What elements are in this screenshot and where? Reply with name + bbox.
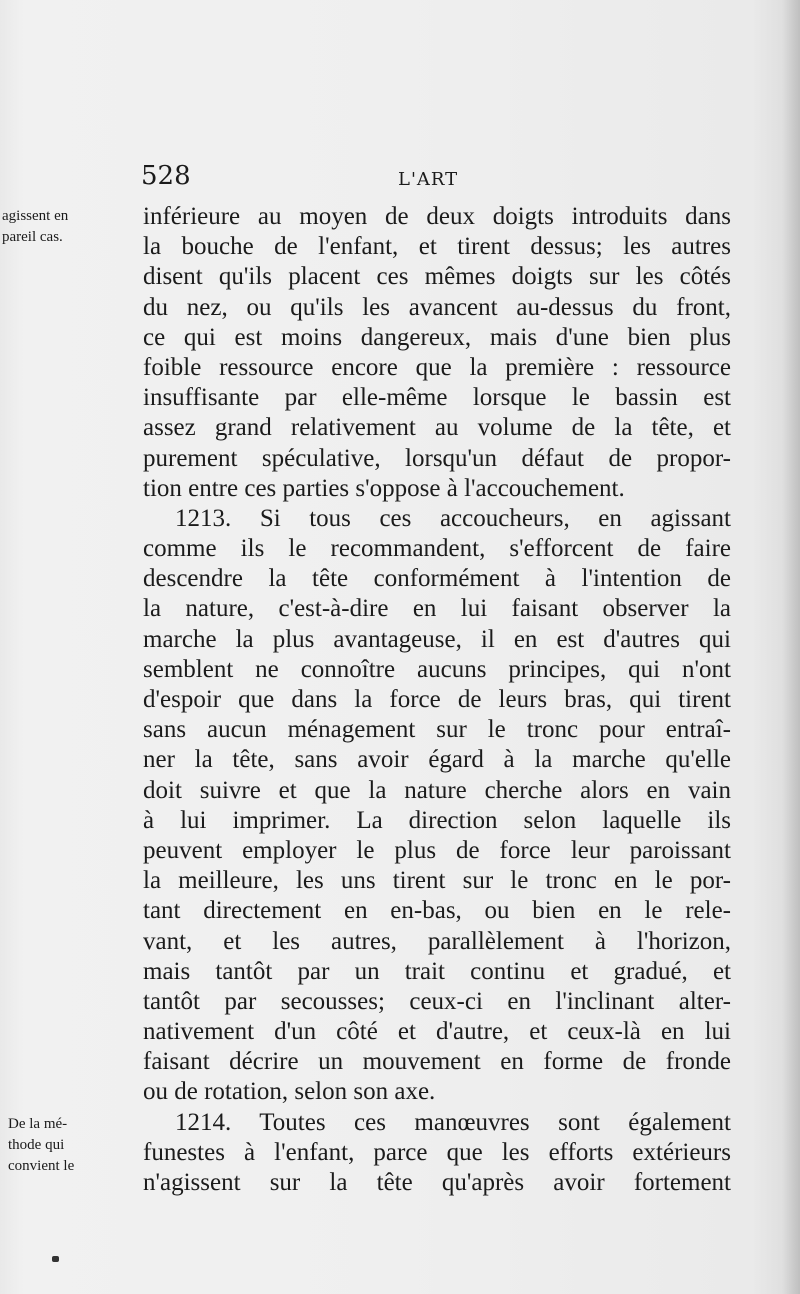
text-line: assez grand relativement au volume de la tête, et: [143, 414, 731, 442]
margin-note-line: agissent en: [2, 208, 69, 224]
text-line: n'agissent sur la tête qu'après avoir fortement: [143, 1169, 731, 1196]
text-line: semblent ne connoître aucuns principes, qui n'ont: [143, 655, 731, 683]
text-line: nativement d'un côté et d'autre, et ceux-là en lui: [143, 1018, 731, 1046]
ink-speck: [52, 1256, 59, 1262]
text-line: disent qu'ils placent ces mêmes doigts sur les côtés: [143, 263, 731, 291]
margin-note-1: [2, 206, 68, 248]
running-head: L'ART: [398, 169, 459, 190]
paragraph-1213-start: 1213. Si tous ces accoucheurs, en agissant: [175, 504, 731, 532]
text-line: mais tantôt par un trait continu et gradué, et: [143, 957, 731, 985]
body-text: [143, 202, 731, 1198]
text-line: funestes à l'enfant, parce que les efforts extérieurs: [143, 1138, 731, 1166]
margin-note-line: thode qui: [8, 1137, 65, 1153]
text-line: comme ils le recommandent, s'efforcent de faire: [143, 535, 731, 563]
text-line: foible ressource encore que la première : ressource: [143, 353, 731, 381]
page-edge-shadow: [782, 0, 800, 1294]
margin-note-line: convient le: [8, 1158, 75, 1174]
text-line: inférieure au moyen de deux doigts introduits dans: [143, 203, 731, 230]
text-line: faisant décrire un mouvement en forme de fronde: [143, 1048, 731, 1076]
text-line: peuvent employer le plus de force leur paroissant: [143, 836, 731, 864]
text-line: insuffisante par elle-même lorsque le bassin est: [143, 384, 731, 412]
text-line: vant, et les autres, parallèlement à l'horizon,: [143, 927, 731, 955]
text-line: purement spéculative, lorsqu'un défaut de propor-: [143, 444, 731, 472]
page-number: 528: [141, 161, 191, 191]
margin-note-line: pareil cas.: [2, 229, 63, 245]
text-line: tion entre ces parties s'oppose à l'accouchement.: [143, 474, 625, 502]
text-line: tantôt par secousses; ceux-ci en l'inclinant alter-: [143, 987, 731, 1015]
text-line: la bouche de l'enfant, et tirent dessus; les autres: [143, 233, 731, 261]
margin-note-line: De la mé-: [8, 1116, 68, 1132]
text-line: ou de rotation, selon son axe.: [143, 1078, 436, 1106]
text-line: d'espoir que dans la force de leurs bras, qui tirent: [143, 686, 731, 713]
text-line: doit suivre et que la nature cherche alors en vain: [143, 776, 731, 804]
text-line: tant directement en en-bas, ou bien en le rele-: [143, 897, 731, 925]
text-line: à lui imprimer. La direction selon laquelle ils: [143, 806, 731, 834]
text-line: ner la tête, sans avoir égard à la marche qu'elle: [143, 746, 731, 774]
text-line: descendre la tête conformément à l'intention de: [143, 565, 731, 593]
text-line: du nez, ou qu'ils les avancent au-dessus du front,: [143, 293, 731, 321]
text-line: la nature, c'est-à-dire en lui faisant observer la: [143, 595, 731, 623]
text-line: ce qui est moins dangereux, mais d'une bien plus: [143, 323, 731, 351]
text-line: sans aucun ménagement sur le tronc pour entraî-: [143, 716, 731, 744]
text-line: marche la plus avantageuse, il en est d'autres qui: [143, 625, 731, 653]
margin-note-2: [8, 1114, 74, 1177]
text-line: la meilleure, les uns tirent sur le tronc en le por-: [143, 867, 731, 895]
paragraph-1214-start: 1214. Toutes ces manœuvres sont également: [175, 1108, 731, 1136]
